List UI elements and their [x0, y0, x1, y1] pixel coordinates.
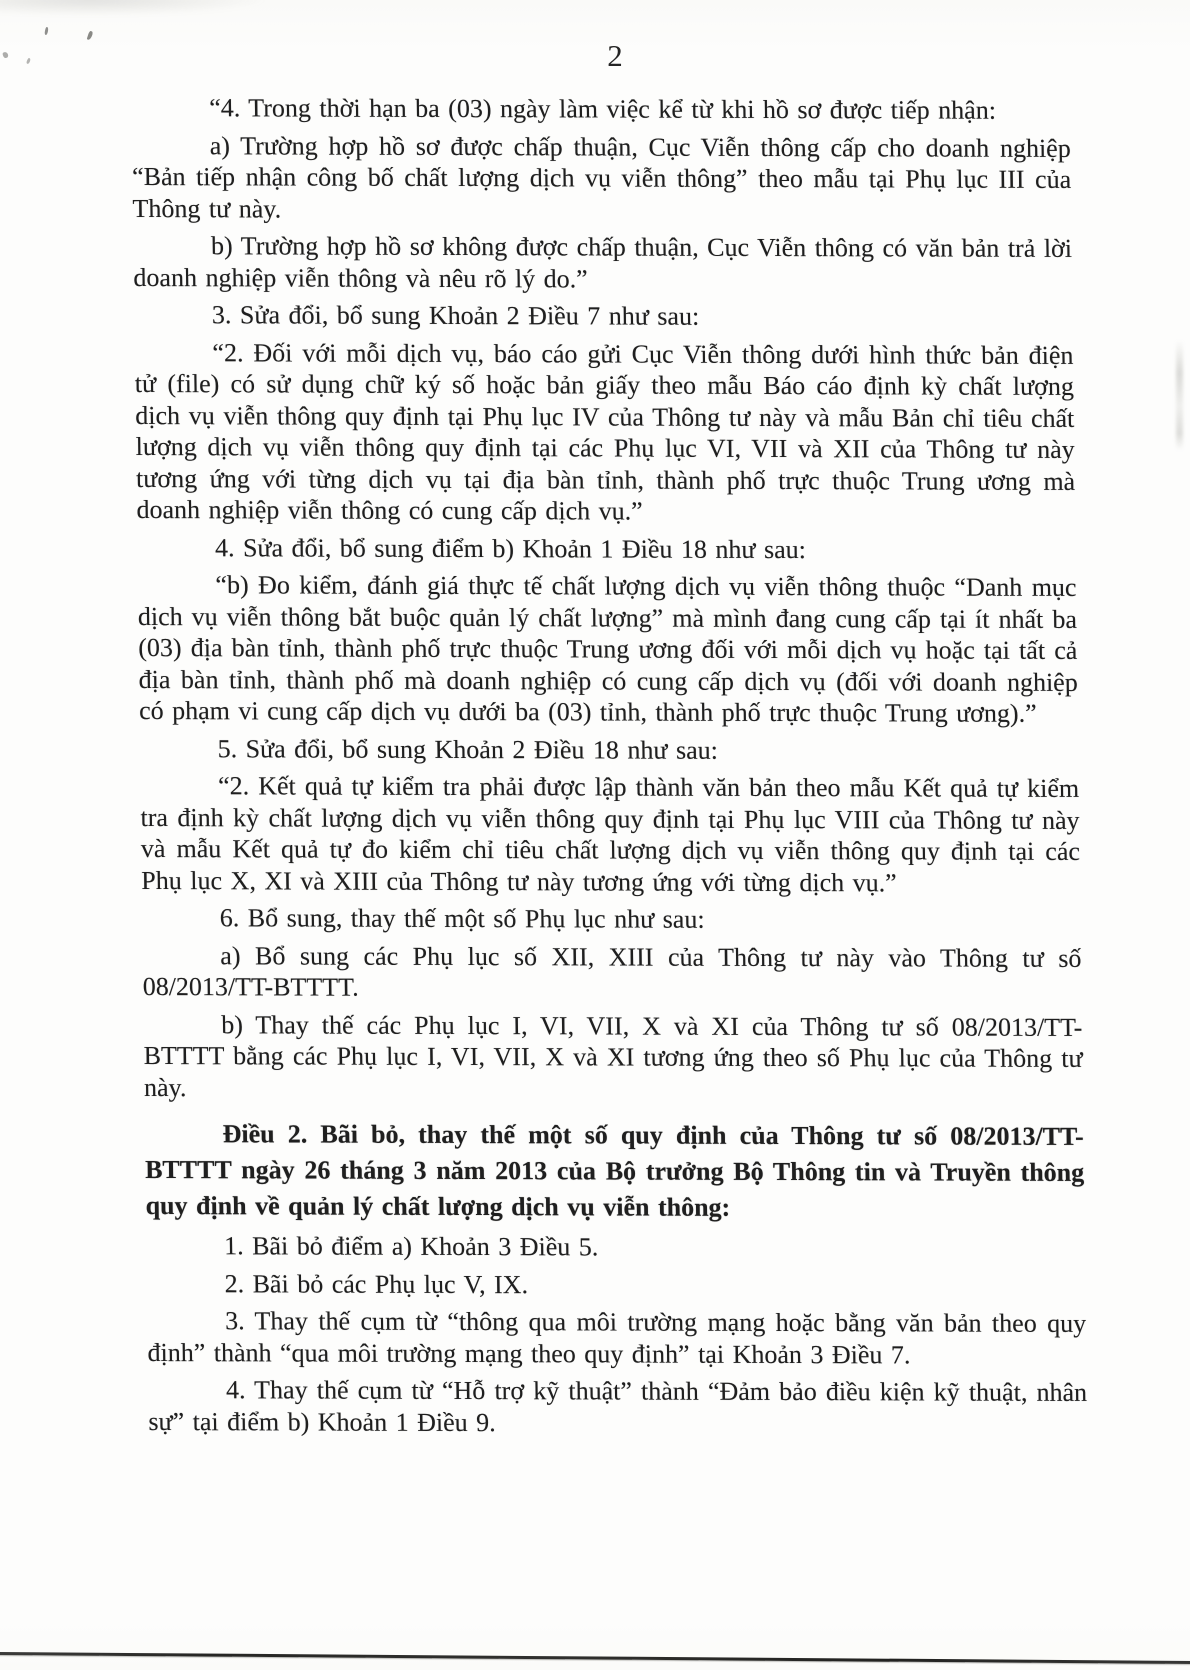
paragraph-dieu2-item-1: 1. Bãi bỏ điểm a) Khoản 3 Điều 5. [223, 1231, 599, 1262]
document-body [131, 92, 1088, 1440]
paragraph-item-6b: b) Thay thế các Phụ lục I, VI, VII, X và XI của Thông tư số 08/2013/TT-BTTTT bằng các Phụ lục I, VI, VII, X và XI tương ứng theo số Phụ lục của Thông tư này. [143, 1009, 1083, 1102]
paragraph-dieu2-item-3: 3. Thay thế cụm từ “thông qua môi trường mạng hoặc bằng văn bản theo quy định” thành “qua môi trường mạng theo quy định” tại Khoản 3 Điều 7. [147, 1306, 1087, 1369]
heading-dieu-2: Điều 2. Bãi bỏ, thay thế một số quy định của Thông tư số 08/2013/TT-BTTTT ngày 26 tháng 3 năm 2013 của Bộ trưởng Bộ Thông tin và Truyền thông quy định về quản lý chất lượng dịch vụ viễn thông: [144, 1119, 1085, 1222]
paragraph-point-b: b) Trường hợp hồ sơ không được chấp thuận, Cục Viễn thông có văn bản trả lời doanh nghiệp viễn thông và nêu rõ lý do.” [133, 231, 1073, 293]
paragraph-item-6: 6. Bổ sung, thay thế một số Phụ lục như sau: [219, 903, 705, 934]
scan-speckle [26, 58, 31, 65]
paragraph-point-a: a) Trường hợp hồ sơ được chấp thuận, Cục Viễn thông cấp cho doanh nghiệp “Bản tiếp nhận công bố chất lượng dịch vụ viễn thông” theo mẫu tại Phụ lục III của Thông tư này. [131, 130, 1072, 223]
scan-smudge-top-left [0, 0, 270, 16]
paragraph-quote-diem-b: “b) Đo kiểm, đánh giá thực tế chất lượng dịch vụ viễn thông thuộc “Danh mục dịch vụ viễn thông bắt buộc quản lý chất lượng” mà mình đang cung cấp tại ít nhất ba (03) địa bàn tỉnh, thành phố trực thuộc Trung ương đối với mỗi dịch vụ hoặc tại tất cả địa bàn tỉnh, thành phố mà doanh nghiệp có cung cấp dịch vụ (đối với doanh nghiệp có phạm vi cung cấp dịch vụ dưới ba (03) tỉnh, thành phố trực thuộc Trung ương).” [137, 570, 1078, 728]
paragraph-item-3: 3. Sửa đổi, bổ sung Khoản 2 Điều 7 như sau: [211, 300, 700, 331]
paragraph-item-5: 5. Sửa đổi, bổ sung Khoản 2 Điều 18 như sau: [217, 733, 719, 765]
paragraph-dieu2-item-2: 2. Bãi bỏ các Phụ lục V, IX. [224, 1268, 529, 1299]
paragraph-quote-khoan2-dieu7: “2. Đối với mỗi dịch vụ, báo cáo gửi Cục Viễn thông dưới hình thức bản điện tử (file) có sử dụng chữ ký số hoặc bản giấy theo mẫu Báo cáo định kỳ chất lượng dịch vụ viễn thông quy định tại Phụ lục IV của Thông tư này và mẫu Bản chỉ tiêu chất lượng dịch vụ viễn thông quy định tại các Phụ lục VI, VII và XII của Thông tư này tương ứng với từng dịch vụ tại địa bàn tỉnh, thành phố trực thuộc Trung ương mà doanh nghiệp viễn thông có cung cấp dịch vụ.” [134, 337, 1076, 526]
scan-smudge-right-edge [1176, 340, 1183, 450]
paragraph-quote-khoan2-dieu18: “2. Kết quả tự kiểm tra phải được lập thành văn bản theo mẫu Kết quả tự kiểm tra định kỳ chất lượng dịch vụ viễn thông quy định tại Phụ lục VIII của Thông tư này và mẫu Kết quả tự đo kiểm chỉ tiêu chất lượng dịch vụ viễn thông quy định tại các Phụ lục X, XI và XIII của Thông tư này tương ứng với từng dịch vụ.” [140, 771, 1081, 897]
scan-speckle [44, 27, 49, 35]
paragraph-item-6a: a) Bổ sung các Phụ lục số XII, XIII của Thông tư này vào Thông tư số 08/2013/TT-BTTTT. [142, 940, 1082, 1002]
page-number: 2 [607, 38, 623, 73]
paragraph-item-4: 4. Sửa đổi, bổ sung điểm b) Khoản 1 Điều 18 như sau: [214, 532, 807, 564]
scan-edge-line [0, 1652, 1190, 1663]
paragraph-clause-4-intro: “4. Trong thời hạn ba (03) ngày làm việc kể từ khi hồ sơ được tiếp nhận: [209, 93, 997, 125]
scan-speckle [2, 51, 9, 58]
scan-speckle [87, 31, 94, 41]
paragraph-dieu2-item-4: 4. Thay thế cụm từ “Hỗ trợ kỹ thuật” thành “Đảm bảo điều kiện kỹ thuật, nhân sự” tại điểm b) Khoản 1 Điều 9. [148, 1375, 1088, 1437]
